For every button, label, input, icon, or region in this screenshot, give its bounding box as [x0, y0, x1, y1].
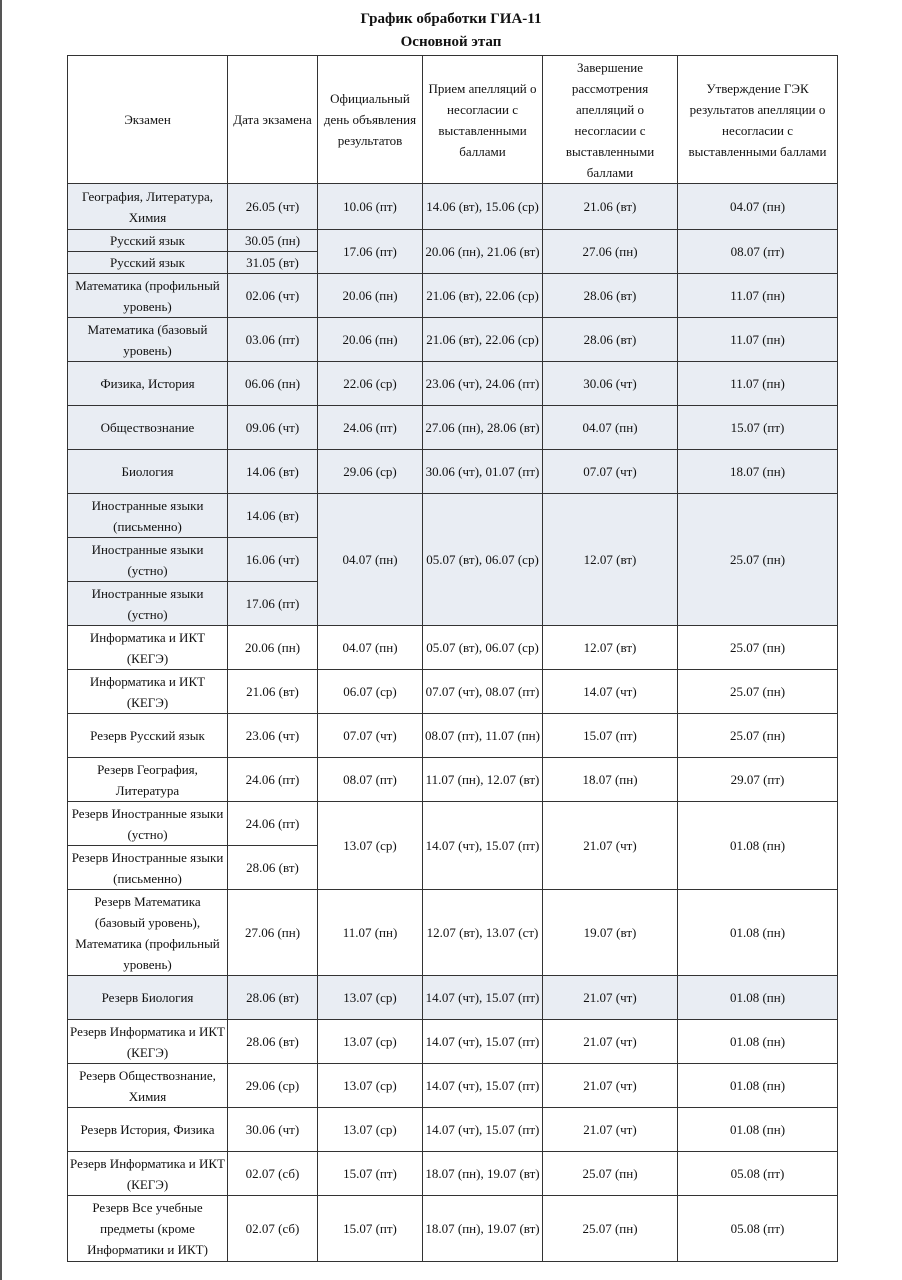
table-row [68, 714, 838, 758]
exam-cell: Резерв Все учебные предметы (кроме Информатики и ИКТ) [68, 1196, 228, 1262]
exam-date-cell: 02.07 (сб) [228, 1152, 318, 1196]
appeal-end-cell: 19.07 (вт) [543, 890, 678, 976]
appeal-date-cell: 11.07 (пн), 12.07 (вт) [423, 758, 543, 802]
document-title: График обработки ГИА-11 [360, 11, 542, 27]
exam-date-cell: 03.06 (пт) [228, 318, 318, 362]
results-date-cell: 20.06 (пн) [318, 318, 423, 362]
appeal-date-cell: 14.07 (чт), 15.07 (пт) [423, 976, 543, 1020]
exam-cell: Русский язык [68, 252, 228, 274]
exam-cell: Резерв Иностранные языки (письменно) [68, 846, 228, 890]
appeal-end-cell: 12.07 (вт) [543, 494, 678, 626]
appeal-date-cell: 20.06 (пн), 21.06 (вт) [423, 230, 543, 274]
appeal-date-cell: 07.07 (чт), 08.07 (пт) [423, 670, 543, 714]
header-appeal-completion: Завершение рассмотрения апелляций о несогласии с выставленными баллами [543, 56, 678, 184]
table-row [68, 318, 838, 362]
gek-date-cell: 25.07 (пн) [678, 494, 838, 626]
table-row [68, 626, 838, 670]
results-date-cell: 13.07 (ср) [318, 1020, 423, 1064]
results-date-cell: 17.06 (пт) [318, 230, 423, 274]
gek-date-cell: 01.08 (пн) [678, 1020, 838, 1064]
results-date-cell: 10.06 (пт) [318, 184, 423, 230]
gek-date-cell: 29.07 (пт) [678, 758, 838, 802]
exam-date-cell: 20.06 (пн) [228, 626, 318, 670]
exam-cell: География, Литература, Химия [68, 184, 228, 230]
exam-date-cell: 21.06 (вт) [228, 670, 318, 714]
schedule-table [67, 55, 838, 1262]
appeal-end-cell: 12.07 (вт) [543, 626, 678, 670]
exam-date-cell: 31.05 (вт) [228, 252, 318, 274]
gek-date-cell: 11.07 (пн) [678, 274, 838, 318]
appeal-date-cell: 14.07 (чт), 15.07 (пт) [423, 1108, 543, 1152]
exam-date-cell: 16.06 (чт) [228, 538, 318, 582]
exam-cell: Резерв Информатика и ИКТ (КЕГЭ) [68, 1020, 228, 1064]
exam-date-cell: 27.06 (пн) [228, 890, 318, 976]
table-row [68, 274, 838, 318]
appeal-end-cell: 21.06 (вт) [543, 184, 678, 230]
exam-cell: Обществознание [68, 406, 228, 450]
table-row [68, 802, 838, 846]
gek-date-cell: 01.08 (пн) [678, 1108, 838, 1152]
exam-cell: Резерв География, Литература [68, 758, 228, 802]
results-date-cell: 13.07 (ср) [318, 1108, 423, 1152]
appeal-date-cell: 14.07 (чт), 15.07 (пт) [423, 802, 543, 890]
results-date-cell: 13.07 (ср) [318, 1064, 423, 1108]
results-date-cell: 08.07 (пт) [318, 758, 423, 802]
results-date-cell: 11.07 (пн) [318, 890, 423, 976]
exam-cell: Иностранные языки (устно) [68, 582, 228, 626]
results-date-cell: 04.07 (пн) [318, 626, 423, 670]
table-row [68, 758, 838, 802]
appeal-date-cell: 23.06 (чт), 24.06 (пт) [423, 362, 543, 406]
exam-date-cell: 02.07 (сб) [228, 1196, 318, 1262]
exam-date-cell: 14.06 (вт) [228, 450, 318, 494]
table-row [68, 184, 838, 230]
table-row [68, 890, 838, 976]
results-date-cell: 20.06 (пн) [318, 274, 423, 318]
results-date-cell: 13.07 (ср) [318, 802, 423, 890]
results-date-cell: 06.07 (ср) [318, 670, 423, 714]
gek-date-cell: 01.08 (пн) [678, 802, 838, 890]
exam-cell: Информатика и ИКТ (КЕГЭ) [68, 670, 228, 714]
results-date-cell: 13.07 (ср) [318, 976, 423, 1020]
gek-date-cell: 18.07 (пн) [678, 450, 838, 494]
appeal-end-cell: 21.07 (чт) [543, 1064, 678, 1108]
appeal-end-cell: 07.07 (чт) [543, 450, 678, 494]
exam-date-cell: 24.06 (пт) [228, 802, 318, 846]
exam-date-cell: 09.06 (чт) [228, 406, 318, 450]
appeal-end-cell: 21.07 (чт) [543, 976, 678, 1020]
appeal-date-cell: 21.06 (вт), 22.06 (ср) [423, 318, 543, 362]
exam-cell: Иностранные языки (устно) [68, 538, 228, 582]
gek-date-cell: 05.08 (пт) [678, 1152, 838, 1196]
table-row [68, 230, 838, 252]
table-row [68, 1196, 838, 1262]
header-appeal-acceptance: Прием апелляций о несогласии с выставленными баллами [423, 56, 543, 184]
exam-date-cell: 24.06 (пт) [228, 758, 318, 802]
table-row [68, 406, 838, 450]
appeal-date-cell: 18.07 (пн), 19.07 (вт) [423, 1152, 543, 1196]
exam-date-cell: 26.05 (чт) [228, 184, 318, 230]
table-row [68, 450, 838, 494]
gek-date-cell: 11.07 (пн) [678, 318, 838, 362]
exam-date-cell: 06.06 (пн) [228, 362, 318, 406]
exam-cell: Резерв Математика (базовый уровень), Математика (профильный уровень) [68, 890, 228, 976]
exam-cell: Резерв Русский язык [68, 714, 228, 758]
exam-cell: Резерв Информатика и ИКТ (КЕГЭ) [68, 1152, 228, 1196]
table-row [68, 670, 838, 714]
results-date-cell: 22.06 (ср) [318, 362, 423, 406]
exam-date-cell: 17.06 (пт) [228, 582, 318, 626]
gek-date-cell: 11.07 (пн) [678, 362, 838, 406]
exam-cell: Русский язык [68, 230, 228, 252]
exam-date-cell: 02.06 (чт) [228, 274, 318, 318]
appeal-end-cell: 21.07 (чт) [543, 1108, 678, 1152]
appeal-end-cell: 14.07 (чт) [543, 670, 678, 714]
exam-cell: Резерв Иностранные языки (устно) [68, 802, 228, 846]
appeal-date-cell: 14.07 (чт), 15.07 (пт) [423, 1064, 543, 1108]
exam-date-cell: 28.06 (вт) [228, 976, 318, 1020]
appeal-end-cell: 30.06 (чт) [543, 362, 678, 406]
results-date-cell: 29.06 (ср) [318, 450, 423, 494]
results-date-cell: 15.07 (пт) [318, 1196, 423, 1262]
table-row [68, 1064, 838, 1108]
appeal-date-cell: 05.07 (вт), 06.07 (ср) [423, 494, 543, 626]
results-date-cell: 04.07 (пн) [318, 494, 423, 626]
exam-date-cell: 14.06 (вт) [228, 494, 318, 538]
gek-date-cell: 08.07 (пт) [678, 230, 838, 274]
appeal-date-cell: 30.06 (чт), 01.07 (пт) [423, 450, 543, 494]
table-row [68, 1152, 838, 1196]
appeal-end-cell: 25.07 (пн) [543, 1196, 678, 1262]
table-row [68, 494, 838, 538]
header-exam: Экзамен [68, 56, 228, 184]
appeal-end-cell: 27.06 (пн) [543, 230, 678, 274]
appeal-date-cell: 08.07 (пт), 11.07 (пн) [423, 714, 543, 758]
exam-date-cell: 29.06 (ср) [228, 1064, 318, 1108]
results-date-cell: 24.06 (пт) [318, 406, 423, 450]
appeal-end-cell: 18.07 (пн) [543, 758, 678, 802]
appeal-end-cell: 25.07 (пн) [543, 1152, 678, 1196]
gek-date-cell: 04.07 (пн) [678, 184, 838, 230]
exam-cell: Физика, История [68, 362, 228, 406]
header-gek-approval: Утверждение ГЭК результатов апелляции о несогласии с выставленными баллами [678, 56, 838, 184]
appeal-date-cell: 14.07 (чт), 15.07 (пт) [423, 1020, 543, 1064]
exam-cell: Математика (профильный уровень) [68, 274, 228, 318]
appeal-end-cell: 21.07 (чт) [543, 802, 678, 890]
gek-date-cell: 25.07 (пн) [678, 670, 838, 714]
table-row [68, 362, 838, 406]
gek-date-cell: 01.08 (пн) [678, 890, 838, 976]
exam-cell: Резерв Биология [68, 976, 228, 1020]
appeal-end-cell: 28.06 (вт) [543, 274, 678, 318]
document-subtitle: Основной этап [400, 34, 502, 50]
results-date-cell: 07.07 (чт) [318, 714, 423, 758]
appeal-end-cell: 04.07 (пн) [543, 406, 678, 450]
header-exam-date: Дата экзамена [228, 56, 318, 184]
appeal-end-cell: 21.07 (чт) [543, 1020, 678, 1064]
exam-date-cell: 23.06 (чт) [228, 714, 318, 758]
appeal-date-cell: 21.06 (вт), 22.06 (ср) [423, 274, 543, 318]
table-row [68, 1020, 838, 1064]
page-left-border [0, 0, 2, 1280]
gek-date-cell: 25.07 (пн) [678, 626, 838, 670]
exam-date-cell: 30.05 (пн) [228, 230, 318, 252]
header-results-date: Официальный день объявления результатов [318, 56, 423, 184]
gek-date-cell: 01.08 (пн) [678, 1064, 838, 1108]
appeal-date-cell: 05.07 (вт), 06.07 (ср) [423, 626, 543, 670]
exam-date-cell: 28.06 (вт) [228, 1020, 318, 1064]
gek-date-cell: 05.08 (пт) [678, 1196, 838, 1262]
exam-date-cell: 28.06 (вт) [228, 846, 318, 890]
exam-cell: Математика (базовый уровень) [68, 318, 228, 362]
gek-date-cell: 15.07 (пт) [678, 406, 838, 450]
table-row [68, 976, 838, 1020]
appeal-date-cell: 14.06 (вт), 15.06 (ср) [423, 184, 543, 230]
exam-cell: Резерв Обществознание, Химия [68, 1064, 228, 1108]
exam-cell: Информатика и ИКТ (КЕГЭ) [68, 626, 228, 670]
gek-date-cell: 01.08 (пн) [678, 976, 838, 1020]
exam-cell: Биология [68, 450, 228, 494]
exam-cell: Резерв История, Физика [68, 1108, 228, 1152]
appeal-date-cell: 18.07 (пн), 19.07 (вт) [423, 1196, 543, 1262]
exam-cell: Иностранные языки (письменно) [68, 494, 228, 538]
results-date-cell: 15.07 (пт) [318, 1152, 423, 1196]
appeal-date-cell: 12.07 (вт), 13.07 (ст) [423, 890, 543, 976]
exam-date-cell: 30.06 (чт) [228, 1108, 318, 1152]
appeal-end-cell: 15.07 (пт) [543, 714, 678, 758]
table-row [68, 1108, 838, 1152]
appeal-date-cell: 27.06 (пн), 28.06 (вт) [423, 406, 543, 450]
gek-date-cell: 25.07 (пн) [678, 714, 838, 758]
appeal-end-cell: 28.06 (вт) [543, 318, 678, 362]
